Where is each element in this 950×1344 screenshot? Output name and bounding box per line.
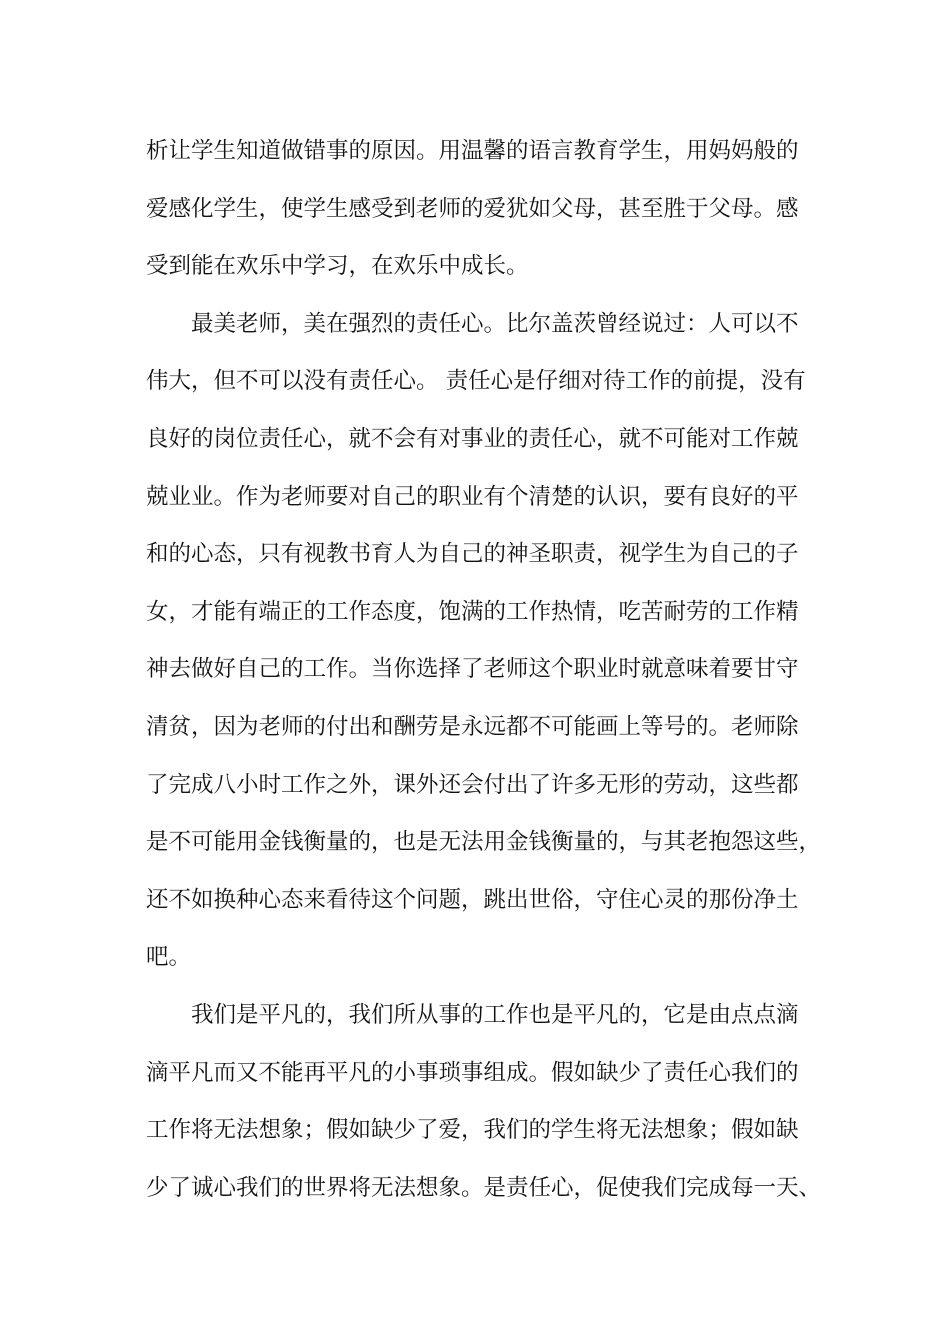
paragraph-start-line: 我们是平凡的，我们所从事的工作也是平凡的，它是由点点滴 xyxy=(191,1001,799,1028)
text-line: 少了诚心我们的世界将无法想象。是责任心，促使我们完成每一天、 xyxy=(146,1174,822,1201)
text-line: 是不可能用金钱衡量的，也是无法用金钱衡量的，与其老抱怨这些， xyxy=(146,829,822,856)
text-line: 神去做好自己的工作。当你选择了老师这个职业时就意味着要甘守 xyxy=(146,656,799,683)
text-line: 析让学生知道做错事的原因。用温馨的语言教育学生，用妈妈般的 xyxy=(146,138,799,164)
text-line: 女，才能有端正的工作态度，饱满的工作热情，吃苦耐劳的工作精 xyxy=(146,598,799,625)
text-line: 受到能在欢乐中学习，在欢乐中成长。 xyxy=(146,253,529,280)
text-line: 了完成八小时工作之外，课外还会付出了许多无形的劳动，这些都 xyxy=(146,771,799,798)
text-line: 吧。 xyxy=(146,944,192,971)
text-line: 爱感化学生，使学生感受到老师的爱犹如父母，甚至胜于父母。感 xyxy=(146,195,799,222)
text-line: 清贫，因为老师的付出和酬劳是永远都不可能画上等号的。老师除 xyxy=(146,713,799,740)
paragraph-start-line: 最美老师，美在强烈的责任心。比尔盖茨曾经说过：人可以不 xyxy=(191,310,799,337)
text-line: 良好的岗位责任心，就不会有对事业的责任心，就不可能对工作兢 xyxy=(146,425,799,452)
text-line: 滴平凡而又不能再平凡的小事琐事组成。假如缺少了责任心我们的 xyxy=(146,1059,799,1086)
text-line: 还不如换种心态来看待这个问题，跳出世俗，守住心灵的那份净土 xyxy=(146,886,799,913)
text-line: 兢业业。作为老师要对自己的职业有个清楚的认识，要有良好的平 xyxy=(146,483,799,510)
text-line: 伟大，但不可以没有责任心。 责任心是仔细对待工作的前提，没有 xyxy=(146,368,806,395)
text-line: 工作将无法想象；假如缺少了爱，我们的学生将无法想象；假如缺 xyxy=(146,1117,799,1144)
text-line: 和的心态，只有视教书育人为自己的神圣职责，视学生为自己的子 xyxy=(146,541,799,568)
body-text xyxy=(146,131,826,1225)
